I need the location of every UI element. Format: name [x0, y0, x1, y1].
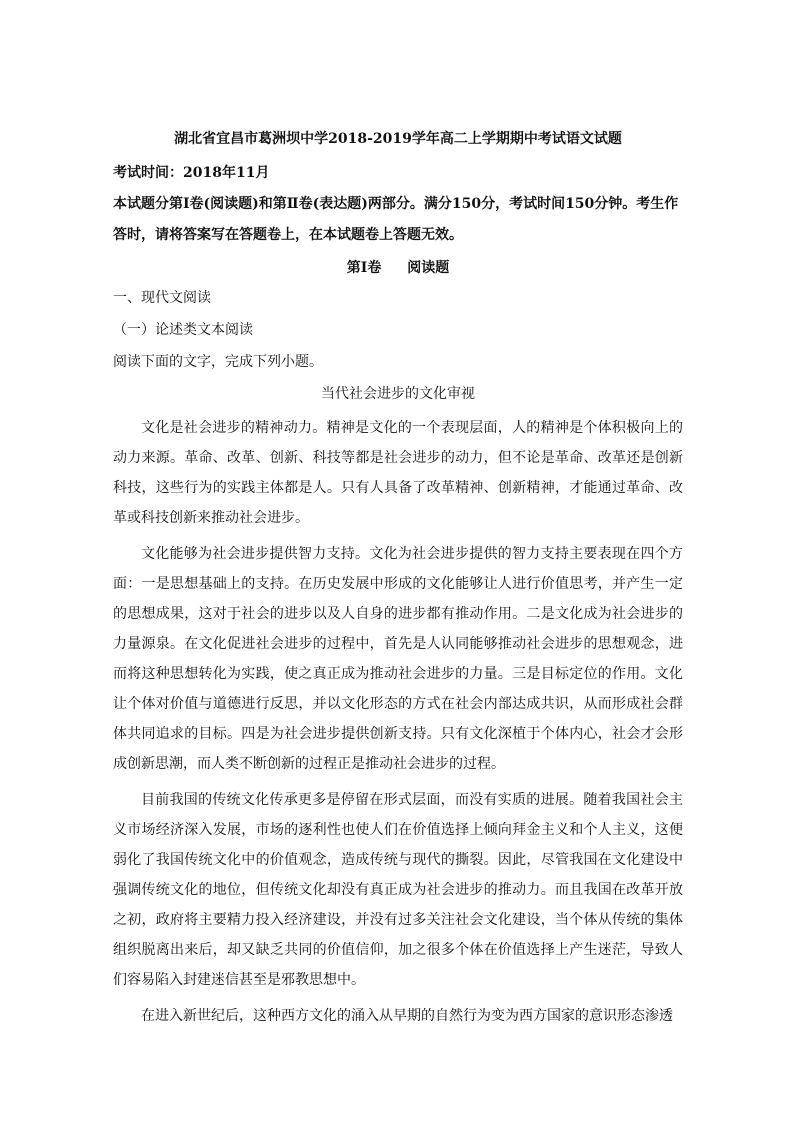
volume-title: 第Ⅰ卷 阅读题 [346, 260, 450, 276]
article-paragraph-4: 在进入新世纪后，这种西方文化的涌入从早期的自然行为变为西方国家的意识形态渗透 [141, 1008, 673, 1024]
exam-page [113, 128, 683, 1037]
article-title: 当代社会进步的文化审视 [321, 386, 475, 402]
exam-time: 考试时间：2018年11月 [113, 165, 270, 181]
exam-instructions: 本试题分第Ⅰ卷(阅读题)和第Ⅱ卷(表达题)两部分。满分150分，考试时间150分钟。考生作答时，请将答案写在答题卷上，在本试题卷上答题无效。 [113, 196, 679, 243]
section-subheading: （一）论述类文本阅读 [113, 322, 253, 338]
exam-title: 湖北省宜昌市葛洲坝中学2018-2019学年高二上学期期中考试语文试题 [174, 131, 622, 147]
section-heading: 一、现代文阅读 [113, 290, 211, 306]
article-paragraph-2: 文化能够为社会进步提供智力支持。文化为社会进步提供的智力支持主要表现在四个方面：一是思想基础上的支持。在历史发展中形成的文化能够让人进行价值思考，并产生一定的思想成果，这对于社会的进步以及人自身的进步都有推动作用。二是文化成为社会进步的力量源泉。在文化促进社会进步的过程中，首先是人认同能够推动社会进步的思想观念，进而将这种思想转化为实践，使之真正成为推动社会进步的力量。三是目标定位的作用。文化让个体对价值与道德进行反思，并以文化形态的方式在社会内部达成共识，从而形成社会群体共同追求的目标。四是为社会进步提供创新支持。只有文化深植于个体内心，社会才会形成创新思潮，而人类不断创新的过程正是推动社会进步的过程。 [113, 546, 683, 772]
article-paragraph-1: 文化是社会进步的精神动力。精神是文化的一个表现层面，人的精神是个体积极向上的动力来源。革命、改革、创新、科技等都是社会进步的动力，但不论是革命、改革还是创新科技，这些行为的实践主体都是人。只有人具备了改革精神、创新精神，才能通过革命、改革或科技创新来推动社会进步。 [113, 420, 683, 526]
article-paragraph-3: 目前我国的传统文化传承更多是停留在形式层面，而没有实质的进展。随着我国社会主义市场经济深入发展，市场的逐利性也使人们在价值选择上倾向拜金主义和个人主义，这便弱化了我国传统文化中的价值观念，造成传统与现代的撕裂。因此，尽管我国在文化建设中强调传统文化的地位，但传统文化却没有真正成为社会进步的推动力。而且我国在改革开放之初，政府将主要精力投入经济建设，并没有过多关注社会文化建设，当个体从传统的集体组织脱离出来后，却又缺乏共同的价值信仰，加之很多个体在价值选择上产生迷茫，导致人们容易陷入封建迷信甚至是邪教思想中。 [113, 792, 683, 988]
reading-prompt: 阅读下面的文字，完成下列小题。 [113, 354, 323, 370]
